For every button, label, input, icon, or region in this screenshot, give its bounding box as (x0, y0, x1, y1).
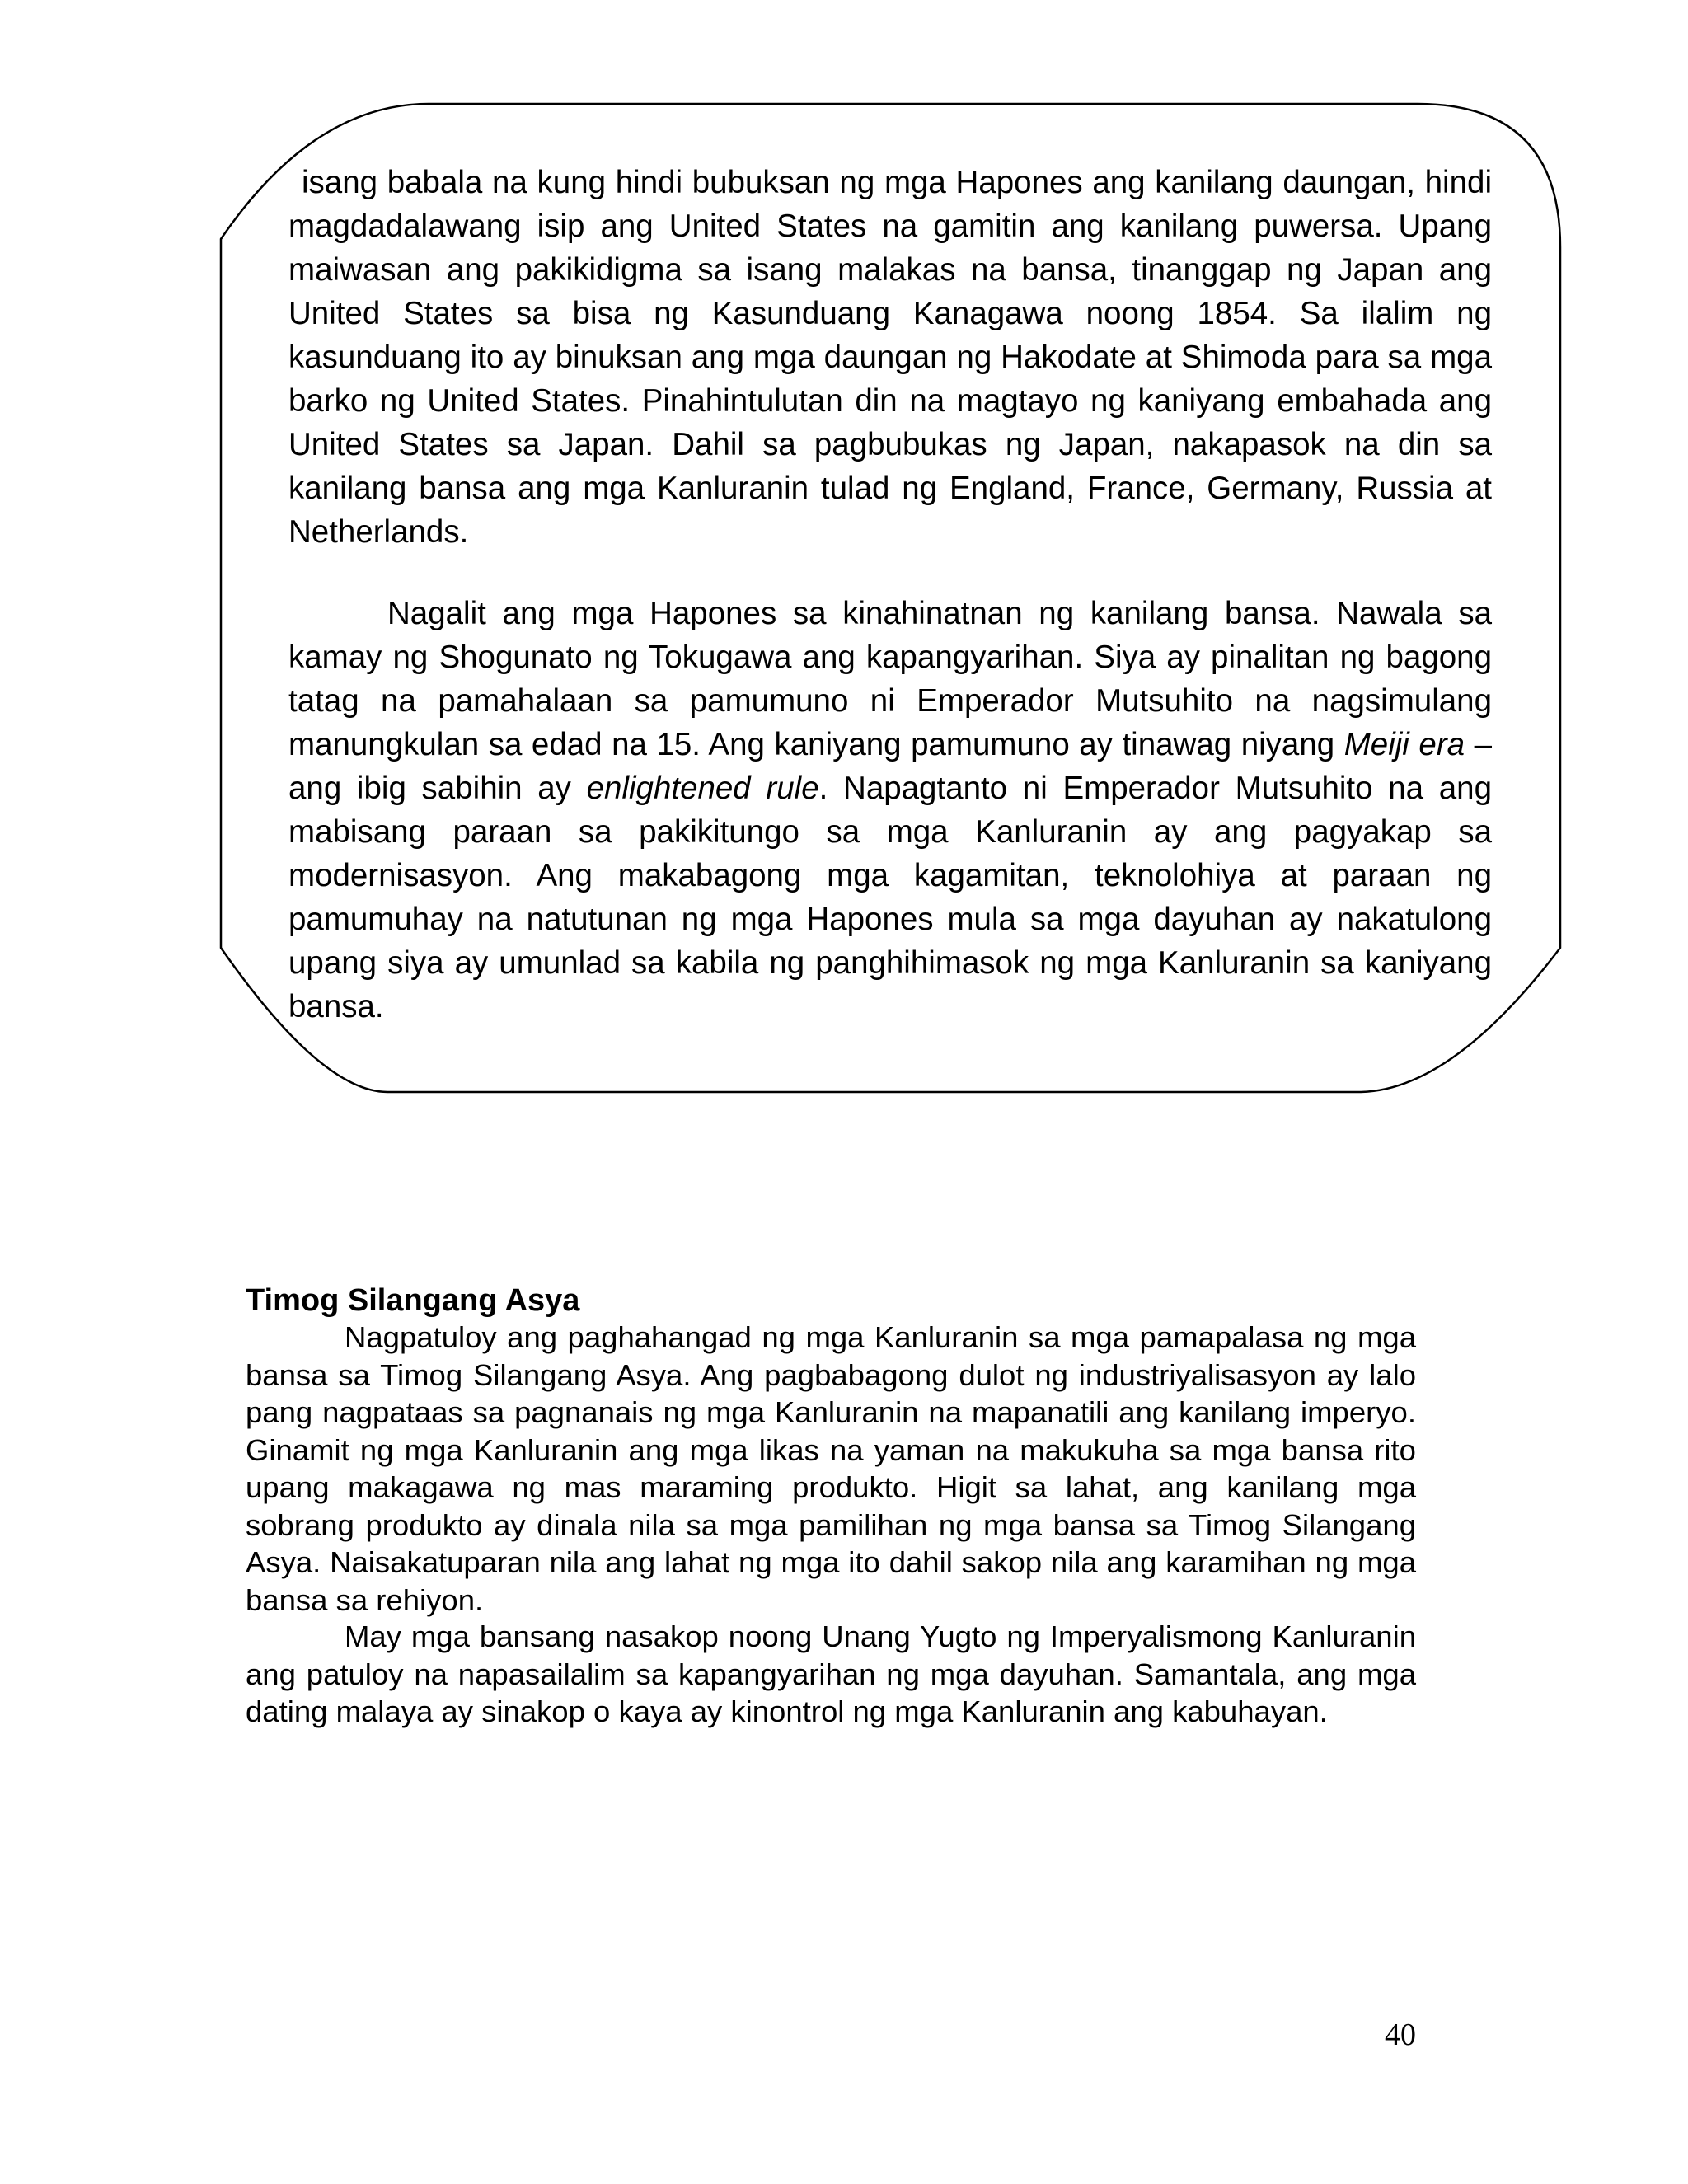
callout-paragraph-2 (288, 592, 1492, 1029)
section-paragraph-1: Nagpatuloy ang paghahangad ng mga Kanluranin sa mga pamapalasa ng mga bansa sa Timog Silangang Asya. Ang pagbabagong dulot ng industriyalisasyon ay lalo pang nagpataas sa pagnanais ng mga Kanluranin na mapanatili ang kanilang imperyo. Ginamit ng mga Kanluranin ang mga likas na yaman na makukuha sa mga bansa rito upang makagawa ng mas maraming produkto. Higit sa lahat, ang kanilang mga sobrang produkto ay dinala nila sa mga pamilihan ng mga bansa sa Timog Silangang Asya. Naisakatuparan nila ang lahat ng mga ito dahil sakop nila ang karamihan ng mga bansa sa rehiyon. (246, 1320, 1416, 1617)
section-paragraph-2: May mga bansang nasakop noong Unang Yugto ng Imperyalismong Kanluranin ang patuloy na napasailalim sa kapangyarihan ng mga dayuhan. Samantala, ang mga dating malaya ay sinakop o kaya ay kinontrol ng mga Kanluranin ang kabuhayan. (246, 1619, 1416, 1728)
meiji-era-term: Meiji era (1343, 727, 1465, 762)
enlightened-rule-term: enlightened rule (586, 771, 819, 806)
section-heading: Timog Silangang Asya (246, 1283, 580, 1318)
callout-paragraph-2-text-b: – ang ibig sabihin ay (288, 727, 1493, 806)
page-number: 40 (1385, 2018, 1416, 2052)
callout-paragraph-2-text-a: Nagalit ang mga Hapones sa kinahinatnan ng kanilang bansa. Nawala sa kamay ng Shogunato ng Tokugawa ang kapangyarihan. Siya ay pinalitan ng bagong tatag na pamahalaan sa pamumuno ni Emperador Mutsuhito na nagsimulang manungkulan sa edad na 15. Ang kaniyang pamumuno ay tinawag niyang (288, 596, 1492, 762)
callout-paragraph-2-text-c: . Napagtanto ni Emperador Mutsuhito na ang mabisang paraan sa pakikitungo sa mga Kanluranin ay ang pagyakap sa modernisasyon. Ang makabagong mga kagamitan, teknolohiya at paraan ng pamumuhay na natutunan ng mga Hapones mula sa mga dayuhan ay nakatulong upang siya ay umunlad sa kabila ng panghihimasok ng mga Kanluranin sa kaniyang bansa. (288, 771, 1492, 1024)
callout-paragraph-1: isang babala na kung hindi bubuksan ng mga Hapones ang kanilang daungan, hindi magdadalawang isip ang United States na gamitin ang kanilang puwersa. Upang maiwasan ang pakikidigma sa isang malakas na bansa, tinanggap ng Japan ang United States sa bisa ng Kasunduang Kanagawa noong 1854. Sa ilalim ng kasunduang ito ay binuksan ang mga daungan ng Hakodate at Shimoda para sa mga barko ng United States. Pinahintulutan din na magtayo ng kaniyang embahada ang United States sa Japan. Dahil sa pagbubukas ng Japan, nakapasok na din sa kanilang bansa ang mga Kanluranin tulad ng England, France, Germany, Russia at Netherlands. (288, 165, 1492, 550)
